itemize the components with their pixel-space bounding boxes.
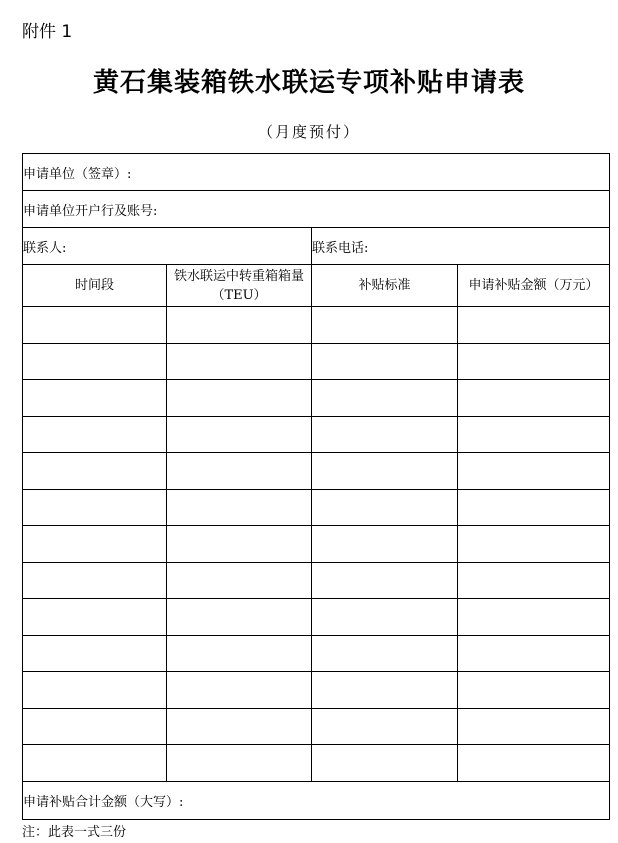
table-row — [23, 380, 610, 417]
applicant-field[interactable]: 申请单位（签章）: — [23, 154, 610, 191]
table-cell[interactable] — [458, 453, 610, 490]
table-cell[interactable] — [312, 489, 458, 526]
table-cell[interactable] — [458, 380, 610, 417]
table-cell[interactable] — [458, 635, 610, 672]
table-cell[interactable] — [23, 307, 167, 344]
table-cell[interactable] — [167, 672, 312, 709]
table-cell[interactable] — [23, 416, 167, 453]
table-cell[interactable] — [312, 526, 458, 563]
attachment-label: 附件 1 — [22, 22, 73, 42]
column-header: 申请补贴金额（万元） — [458, 265, 610, 307]
table-cell[interactable] — [167, 380, 312, 417]
bank-account-field[interactable]: 申请单位开户行及账号: — [23, 191, 610, 228]
page-subtitle: （月度预付） — [257, 123, 360, 141]
table-row — [23, 307, 610, 344]
table-row — [23, 745, 610, 782]
table-cell[interactable] — [458, 708, 610, 745]
table-cell[interactable] — [167, 343, 312, 380]
table-cell[interactable] — [167, 635, 312, 672]
total-amount-field[interactable]: 申请补贴合计金额（大写）: — [23, 781, 610, 819]
table-row — [23, 599, 610, 636]
table-cell[interactable] — [23, 635, 167, 672]
table-cell[interactable] — [312, 562, 458, 599]
table-cell[interactable] — [312, 416, 458, 453]
table-cell[interactable] — [458, 343, 610, 380]
table-cell[interactable] — [312, 635, 458, 672]
contact-field[interactable]: 联系人: — [23, 228, 312, 265]
table-row — [23, 489, 610, 526]
table-cell[interactable] — [23, 745, 167, 782]
table-row — [23, 453, 610, 490]
table-row — [23, 343, 610, 380]
table-row — [23, 672, 610, 709]
table-cell[interactable] — [167, 599, 312, 636]
phone-field[interactable]: 联系电话: — [312, 228, 610, 265]
table-cell[interactable] — [458, 672, 610, 709]
table-cell[interactable] — [312, 343, 458, 380]
table-cell[interactable] — [312, 380, 458, 417]
table-header-row — [23, 265, 610, 307]
table-cell[interactable] — [23, 599, 167, 636]
table-cell[interactable] — [167, 526, 312, 563]
table-row — [23, 708, 610, 745]
table-cell[interactable] — [167, 307, 312, 344]
column-header: 铁水联运中转重箱箱量（TEU） — [167, 265, 312, 307]
table-cell[interactable] — [23, 672, 167, 709]
table-cell[interactable] — [312, 672, 458, 709]
table-cell[interactable] — [23, 453, 167, 490]
table-cell[interactable] — [312, 708, 458, 745]
table-cell[interactable] — [312, 599, 458, 636]
column-header: 补贴标准 — [312, 265, 458, 307]
table-cell[interactable] — [458, 307, 610, 344]
table-cell[interactable] — [167, 708, 312, 745]
table-cell[interactable] — [167, 562, 312, 599]
table-row — [23, 416, 610, 453]
table-row — [23, 562, 610, 599]
table-cell[interactable] — [23, 343, 167, 380]
table-cell[interactable] — [167, 745, 312, 782]
table-cell[interactable] — [312, 745, 458, 782]
table-cell[interactable] — [458, 562, 610, 599]
page-title: 黄石集装箱铁水联运专项补贴申请表 — [92, 68, 525, 98]
table-cell[interactable] — [23, 526, 167, 563]
table-cell[interactable] — [458, 599, 610, 636]
table-cell[interactable] — [312, 307, 458, 344]
table-row — [23, 635, 610, 672]
table-cell[interactable] — [458, 745, 610, 782]
table-cell[interactable] — [458, 526, 610, 563]
table-cell[interactable] — [167, 489, 312, 526]
table-cell[interactable] — [312, 453, 458, 490]
footnote: 注：此表一式三份 — [22, 825, 127, 840]
table-cell[interactable] — [23, 380, 167, 417]
column-header: 时间段 — [23, 265, 167, 307]
table-cell[interactable] — [23, 562, 167, 599]
table-row — [23, 526, 610, 563]
application-form-table — [22, 153, 610, 820]
table-cell[interactable] — [167, 453, 312, 490]
table-cell[interactable] — [23, 489, 167, 526]
table-cell[interactable] — [23, 708, 167, 745]
table-cell[interactable] — [458, 489, 610, 526]
table-cell[interactable] — [167, 416, 312, 453]
table-cell[interactable] — [458, 416, 610, 453]
